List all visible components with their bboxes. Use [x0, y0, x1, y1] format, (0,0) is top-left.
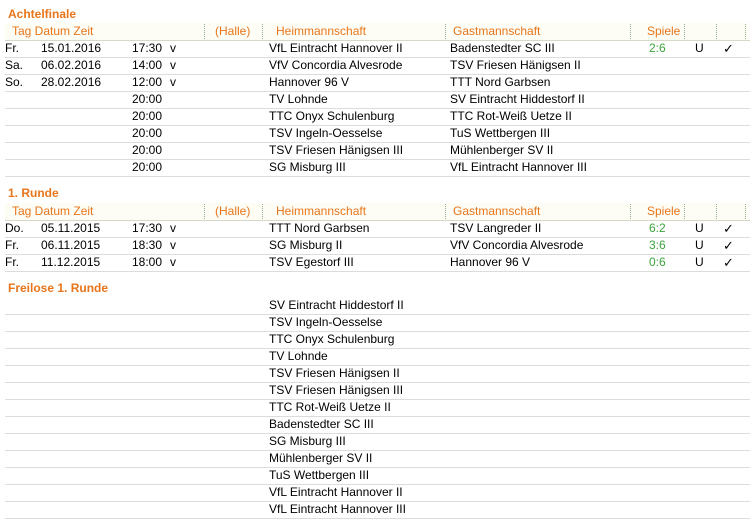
bye-team: TSV Friesen Hänigsen II [269, 366, 400, 380]
match-date: 06.11.2015 [41, 238, 101, 252]
bye-row [5, 433, 750, 451]
home-team: TTC Onyx Schulenburg [269, 109, 395, 123]
column-separator [262, 24, 263, 39]
match-score: 6:2 [649, 221, 666, 235]
column-separator [716, 24, 717, 39]
match-row[interactable] [5, 40, 750, 58]
bye-row [5, 382, 750, 400]
match-status: U [695, 221, 704, 235]
match-row[interactable] [5, 159, 750, 177]
column-separator [204, 24, 205, 39]
section-title-runde1: 1. Runde [8, 186, 59, 200]
header-halle: (Halle) [215, 24, 251, 38]
match-time: 12:00 [132, 75, 163, 89]
header-heimmannschaft: Heimmannschaft [276, 24, 367, 38]
header-tag-datum-zeit: Tag Datum Zeit [12, 204, 94, 218]
guest-team: TTT Nord Garbsen [450, 75, 551, 89]
table-header-runde1 [5, 203, 750, 221]
match-row[interactable] [5, 142, 750, 160]
section-title-freilose: Freilose 1. Runde [8, 281, 109, 295]
match-time: 18:30 [132, 238, 163, 252]
match-venue-flag: v [170, 238, 176, 252]
match-row[interactable] [5, 74, 750, 92]
match-time: 20:00 [132, 126, 163, 140]
bye-team: TSV Ingeln-Oesselse [269, 315, 383, 329]
bye-team: TuS Wettbergen III [269, 468, 370, 482]
column-separator [445, 24, 446, 39]
bye-row [5, 314, 750, 332]
bye-row [5, 450, 750, 468]
match-row[interactable] [5, 57, 750, 75]
column-separator [445, 204, 446, 219]
match-score: 2:6 [649, 41, 666, 55]
header-gastmannschaft: Gastmannschaft [453, 24, 541, 38]
match-score: 0:6 [649, 255, 666, 269]
match-venue-flag: v [170, 255, 176, 269]
match-time: 20:00 [132, 160, 163, 174]
home-team: TSV Friesen Hänigsen III [269, 143, 404, 157]
column-separator [684, 24, 685, 39]
column-separator [204, 204, 205, 219]
match-time: 17:30 [132, 41, 163, 55]
match-row[interactable] [5, 237, 750, 255]
column-separator [684, 204, 685, 219]
home-team: SG Misburg II [269, 238, 343, 252]
guest-team: Badenstedter SC III [450, 41, 555, 55]
match-day: Sa. [5, 58, 24, 72]
match-time: 18:00 [132, 255, 163, 269]
bye-row [5, 467, 750, 485]
column-separator [630, 24, 631, 39]
bye-row [5, 348, 750, 366]
home-team: SG Misburg III [269, 160, 346, 174]
match-day: Fr. [5, 255, 19, 269]
home-team: TTT Nord Garbsen [269, 221, 370, 235]
bye-row [5, 297, 750, 315]
bye-team: VfL Eintracht Hannover II [269, 485, 403, 499]
bye-team: VfL Eintracht Hannover III [269, 502, 406, 516]
match-time: 20:00 [132, 109, 163, 123]
header-tag-datum-zeit: Tag Datum Zeit [12, 24, 94, 38]
match-status: U [695, 41, 704, 55]
guest-team: Mühlenberger SV II [450, 143, 554, 157]
match-time: 17:30 [132, 221, 163, 235]
guest-team: SV Eintracht Hiddestorf II [450, 92, 585, 106]
column-separator [262, 204, 263, 219]
match-venue-flag: v [170, 75, 176, 89]
match-venue-flag: v [170, 58, 176, 72]
check-icon: ✓ [723, 221, 734, 236]
home-team: TV Lohnde [269, 92, 328, 106]
home-team: TSV Egestorf III [269, 255, 354, 269]
header-heimmannschaft: Heimmannschaft [276, 204, 367, 218]
match-date: 05.11.2015 [41, 221, 101, 235]
header-halle: (Halle) [215, 204, 251, 218]
header-spiele: Spiele [647, 204, 681, 218]
column-separator [630, 204, 631, 219]
match-row[interactable] [5, 108, 750, 126]
match-date: 15.01.2016 [41, 41, 102, 55]
match-date: 28.02.2016 [41, 75, 102, 89]
match-day: Fr. [5, 41, 19, 55]
guest-team: VfV Concordia Alvesrode [450, 238, 584, 252]
match-date: 11.12.2015 [41, 255, 101, 269]
match-day: Fr. [5, 238, 19, 252]
match-time: 20:00 [132, 143, 163, 157]
bye-team: SV Eintracht Hiddestorf II [269, 298, 404, 312]
match-venue-flag: v [170, 221, 176, 235]
bye-row [5, 365, 750, 383]
header-gastmannschaft: Gastmannschaft [453, 204, 541, 218]
bye-row [5, 501, 750, 519]
match-time: 14:00 [132, 58, 163, 72]
bye-row [5, 331, 750, 349]
check-icon: ✓ [723, 238, 734, 253]
column-separator [716, 204, 717, 219]
match-day: Do. [5, 221, 24, 235]
table-header-achtelfinale [5, 23, 750, 41]
home-team: VfV Concordia Alvesrode [269, 58, 403, 72]
check-icon: ✓ [723, 255, 734, 270]
bye-team: SG Misburg III [269, 434, 346, 448]
match-time: 20:00 [132, 92, 163, 106]
column-separator [745, 24, 746, 39]
guest-team: VfL Eintracht Hannover III [450, 160, 587, 174]
bye-team: TTC Onyx Schulenburg [269, 332, 395, 346]
guest-team: TuS Wettbergen III [450, 126, 551, 140]
guest-team: TSV Friesen Hänigsen II [450, 58, 581, 72]
column-separator [745, 204, 746, 219]
header-spiele: Spiele [647, 24, 681, 38]
match-status: U [695, 255, 704, 269]
match-row[interactable] [5, 220, 750, 238]
guest-team: TTC Rot-Weiß Uetze II [450, 109, 572, 123]
guest-team: Hannover 96 V [450, 255, 531, 269]
bye-row [5, 484, 750, 502]
home-team: VfL Eintracht Hannover II [269, 41, 403, 55]
match-venue-flag: v [170, 41, 176, 55]
bye-row [5, 416, 750, 434]
match-status: U [695, 238, 704, 252]
match-date: 06.02.2016 [41, 58, 102, 72]
match-day: So. [5, 75, 24, 89]
bye-team: Badenstedter SC III [269, 417, 374, 431]
bye-team: Mühlenberger SV II [269, 451, 373, 465]
bye-team: TV Lohnde [269, 349, 328, 363]
guest-team: TSV Langreder II [450, 221, 542, 235]
check-icon: ✓ [723, 41, 734, 56]
match-row[interactable] [5, 254, 750, 272]
bye-row [5, 399, 750, 417]
home-team: Hannover 96 V [269, 75, 350, 89]
bye-team: TTC Rot-Weiß Uetze II [269, 400, 391, 414]
match-row[interactable] [5, 125, 750, 143]
home-team: TSV Ingeln-Oesselse [269, 126, 383, 140]
section-title-achtelfinale: Achtelfinale [8, 7, 77, 21]
bye-team: TSV Friesen Hänigsen III [269, 383, 404, 397]
match-score: 3:6 [649, 238, 666, 252]
match-row[interactable] [5, 91, 750, 109]
